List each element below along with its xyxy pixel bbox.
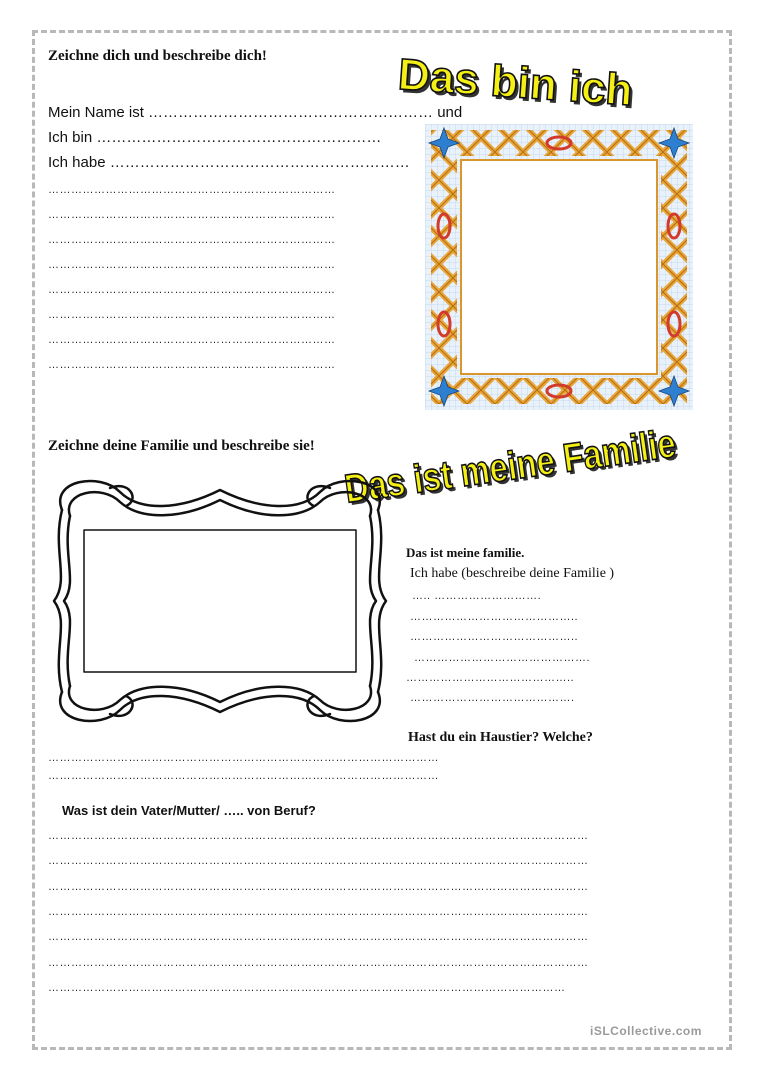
dotted-line: …………………………………….. (406, 672, 575, 684)
dotted-line: …………………………………………………………………………………………………………………………… (48, 957, 589, 969)
dotted-line: ………………………………………………………………… (48, 359, 336, 371)
familie-heading: Das ist meine familie. (406, 545, 525, 560)
ich-habe-line: Ich habe …………………………………………………… (48, 154, 410, 171)
dotted-line: ……………………………………. (410, 692, 575, 704)
dotted-line: ………………………………………………………………… (48, 309, 336, 321)
watermark: iSLCollective.com (590, 1024, 702, 1038)
dotted-line: ………………………………………………………………… (48, 259, 336, 271)
dotted-line: …………………………………….. (410, 611, 579, 623)
dotted-line: ….. ………………………. (412, 590, 542, 602)
dotted-line: …………………………………………………………………………………………………………………………… (48, 855, 589, 867)
self-portrait-frame (425, 124, 693, 410)
dotted-line: ………………………………………………………………… (48, 209, 336, 221)
dotted-line: …………………………………………………………………………………………………………………………… (48, 881, 589, 893)
das-bin-ich-title: Das bin ich (396, 50, 635, 116)
family-drawing-frame (40, 470, 400, 732)
dotted-line: …………………………………………………………………………………………………………………………… (48, 830, 589, 842)
dotted-line: …………………………………………………………………………………………………………………………… (48, 931, 589, 943)
das-ist-meine-familie-title: Das ist meine Familie (342, 421, 679, 512)
dotted-line: ………………………………………………………………… (48, 284, 336, 296)
ich-bin-line: Ich bin ………………………………………………… (48, 129, 382, 146)
section2-heading: Zeichne deine Familie und beschreibe sie! (48, 438, 315, 454)
ich-habe-description: Ich habe (beschreibe deine Familie ) (410, 566, 615, 581)
haustier-question: Hast du ein Haustier? Welche? (408, 730, 593, 745)
dotted-line: ………………………………………………………………… (48, 234, 336, 246)
section1-heading: Zeichne dich und beschreibe dich! (48, 48, 267, 64)
dotted-line: …………………………………………………………………………………………………………………………… (48, 906, 589, 918)
dotted-line: ………………………………………………………………… (48, 334, 336, 346)
haustier-line: ………………………………………………………………………………………… (48, 752, 439, 764)
name-line: Mein Name ist ………………………………………………… und (48, 104, 463, 121)
haustier-line: ………………………………………………………………………………………… (48, 770, 439, 782)
beruf-question: Was ist dein Vater/Mutter/ ….. von Beruf? (62, 803, 316, 818)
dotted-line: ………………………………………………………………… (48, 184, 336, 196)
dotted-line: ………………………………………. (414, 652, 591, 664)
dotted-line: ……………………………………………………………………………………………………………………… (48, 982, 566, 994)
dotted-line: …………………………………….. (410, 631, 579, 643)
